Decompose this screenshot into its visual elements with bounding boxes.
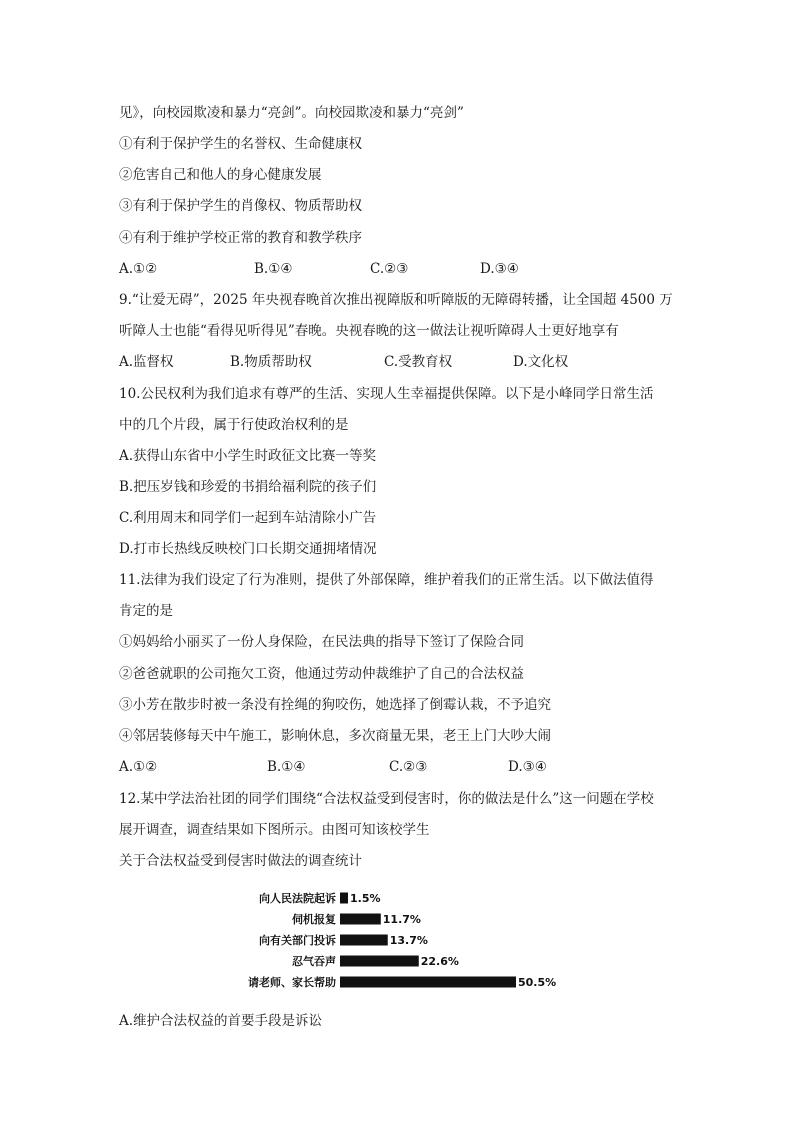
q11-stem-line-2: 肯定的是 bbox=[119, 603, 173, 619]
category-label: 忍气吞声 bbox=[292, 955, 336, 968]
q11-option-c: C.②③ bbox=[389, 759, 428, 775]
value-label: 50.5% bbox=[518, 976, 557, 989]
q12-stem-line-1: 12.某中学法治社团的同学们围绕“合法权益受到侵害时，你的做法是什么”这一问题在学校 bbox=[119, 791, 654, 807]
q9-stem-line-1: 9.“让爱无碍”，2025 年央视春晚首次推出视障版和听障版的无障碍转播，让全国超 4500 万 bbox=[119, 292, 673, 308]
category-label: 伺机报复 bbox=[292, 913, 336, 926]
category-label: 向人民法院起诉 bbox=[259, 892, 336, 905]
q9-option-c: C.受教育权 bbox=[384, 354, 453, 370]
category-label: 向有关部门投诉 bbox=[259, 934, 336, 947]
value-label: 1.5% bbox=[350, 892, 381, 905]
q10-stem-line-2: 中的几个片段，属于行使政治权利的是 bbox=[119, 417, 349, 433]
q8-option-a: A.①② bbox=[119, 261, 158, 277]
q10-option-b: B.把压岁钱和珍爱的书捐给福利院的孩子们 bbox=[119, 479, 377, 495]
q12-option-a: A.维护合法权益的首要手段是诉讼 bbox=[119, 1013, 323, 1029]
q12-stem-line-2: 展开调查，调查结果如下图所示。由图可知该校学生 bbox=[119, 822, 430, 838]
q11-item-2: ②爸爸就职的公司拖欠工资，他通过劳动仲裁维护了自己的合法权益 bbox=[119, 666, 524, 682]
q10-stem-line-1: 10.公民权利为我们追求有尊严的生活、实现人生幸福提供保障。以下是小峰同学日常生活 bbox=[119, 386, 654, 402]
q11-item-1: ①妈妈给小丽买了一份人身保险，在民法典的指导下签订了保险合同 bbox=[119, 634, 524, 650]
survey-bar-chart bbox=[0, 885, 794, 1005]
bar bbox=[340, 956, 419, 967]
q10-option-c: C.利用周末和同学们一起到车站清除小广告 bbox=[119, 510, 377, 526]
q9-stem-line-2: 听障人士也能“看得见听得见”春晚。央视春晚的这一做法让视听障碍人士更好地享有 bbox=[119, 323, 619, 339]
q8-option-b: B.①④ bbox=[254, 261, 293, 277]
q11-item-3: ③小芳在散步时被一条没有拴绳的狗咬伤，她选择了倒霉认栽，不予追究 bbox=[119, 697, 551, 713]
q8-option-d: D.③④ bbox=[480, 261, 519, 277]
q11-option-a: A.①② bbox=[119, 759, 158, 775]
question-8-stem-tail: 见》，向校园欺凌和暴力“亮剑”。向校园欺凌和暴力“亮剑” bbox=[119, 105, 464, 121]
category-label: 请老师、家长帮助 bbox=[248, 976, 336, 989]
chart-title: 关于合法权益受到侵害时做法的调查统计 bbox=[119, 853, 362, 869]
q8-option-c: C.②③ bbox=[370, 261, 409, 277]
q8-item-4: ④有利于维护学校正常的教育和教学秩序 bbox=[119, 230, 362, 246]
q8-item-2: ②危害自己和他人的身心健康发展 bbox=[119, 167, 322, 183]
q9-option-a: A.监督权 bbox=[119, 354, 174, 370]
bar bbox=[340, 914, 381, 925]
bar bbox=[340, 893, 348, 904]
q10-option-d: D.打市长热线反映校门口长期交通拥堵情况 bbox=[119, 541, 377, 557]
value-label: 11.7% bbox=[382, 913, 421, 926]
q8-item-3: ③有利于保护学生的肖像权、物质帮助权 bbox=[119, 198, 362, 214]
q9-option-b: B.物质帮助权 bbox=[230, 354, 312, 370]
q11-option-d: D.③④ bbox=[508, 759, 547, 775]
q9-option-d: D.文化权 bbox=[513, 354, 569, 370]
value-label: 13.7% bbox=[389, 934, 428, 947]
q8-item-1: ①有利于保护学生的名誉权、生命健康权 bbox=[119, 136, 362, 152]
q11-option-b: B.①④ bbox=[267, 759, 306, 775]
q10-option-a: A.获得山东省中小学生时政征文比赛一等奖 bbox=[119, 448, 377, 464]
bar bbox=[340, 935, 388, 946]
q11-stem-line-1: 11.法律为我们设定了行为准则，提供了外部保障，维护着我们的正常生活。以下做法值得 bbox=[119, 572, 654, 588]
value-label: 22.6% bbox=[420, 955, 459, 968]
bar bbox=[340, 977, 516, 988]
q11-item-4: ④邻居装修每天中午施工，影响休息，多次商量无果，老王上门大吵大闹 bbox=[119, 728, 551, 744]
